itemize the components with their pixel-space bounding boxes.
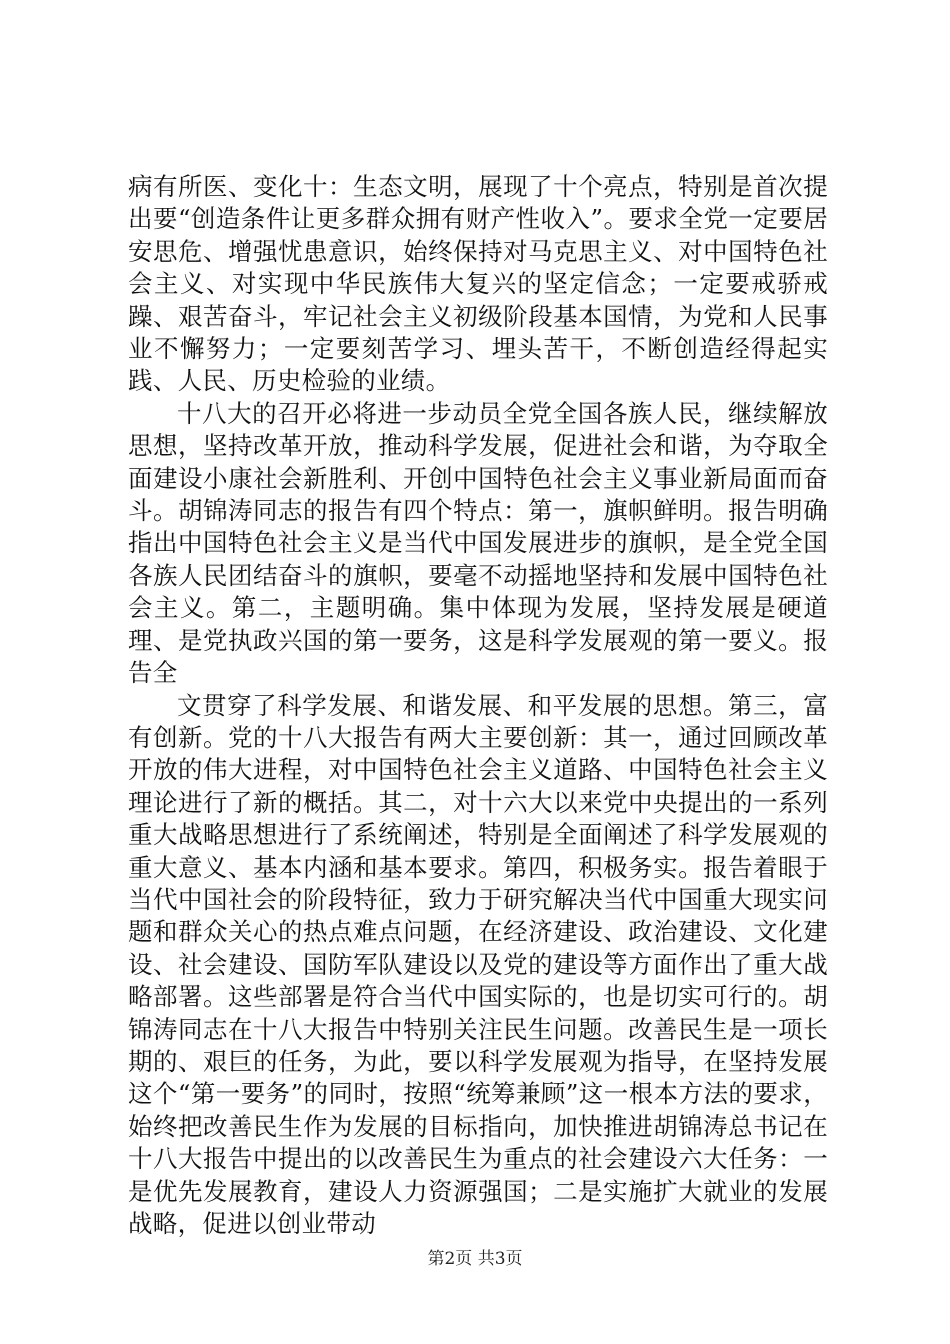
paragraph-3: 文贯穿了科学发展、和谐发展、和平发展的思想。第三，富有创新。党的十八大报告有两大主要创新：其一，通过回顾改革开放的伟大进程，对中国特色社会主义道路、中国特色社会主义理论进行了新的概括。其二，对十六大以来党中央提出的一系列重大战略思想进行了系统阐述，特别是全面阐述了科学发展观的重大意义、基本内涵和基本要求。第四，积极务实。报告着眼于当代中国社会的阶段特征，致力于研究解决当代中国重大现实问题和群众关心的热点难点问题，在经济建设、政治建设、文化建设、社会建设、国防军队建设以及党的建设等方面作出了重大战略部署。这些部署是符合当代中国实际的，也是切实可行的。胡锦涛同志在十八大报告中特别关注民生问题。改善民生是一项长期的、艰巨的任务，为此，要以科学发展观为指导，在坚持发展这个“第一要务”的同时，按照“统筹兼顾”这一根本方法的要求，始终把改善民生作为发展的目标指向，加快推进胡锦涛总书记在十八大报告中提出的以改善民生为重点的社会建设六大任务：一是优先发展教育，建设人力资源强国；二是实施扩大就业的发展战略，促进以创业带动 <box>128 690 828 1238</box>
paragraph-2: 十八大的召开必将进一步动员全党全国各族人民，继续解放思想，坚持改革开放，推动科学发展，促进社会和谐，为夺取全面建设小康社会新胜利、开创中国特色社会主义事业新局面而奋斗。胡锦涛同志的报告有四个特点：第一，旗帜鲜明。报告明确指出中国特色社会主义是当代中国发展进步的旗帜，是全党全国各族人民团结奋斗的旗帜，要毫不动摇地坚持和发展中国特色社会主义。第二，主题明确。集中体现为发展，坚持发展是硬道理、是党执政兴国的第一要务，这是科学发展观的第一要义。报告全 <box>128 398 828 688</box>
paragraph-1: 病有所医、变化十：生态文明，展现了十个亮点，特别是首次提出要“创造条件让更多群众拥有财产性收入”。要求全党一定要居安思危、增强忧患意识，始终保持对马克思主义、对中国特色社会主义、对实现中华民族伟大复兴的坚定信念；一定要戒骄戒躁、艰苦奋斗，牢记社会主义初级阶段基本国情，为党和人民事业不懈努力；一定要刻苦学习、埋头苦干，不断创造经得起实践、人民、历史检验的业绩。 <box>128 172 828 396</box>
page-footer: 第2页 共3页 <box>427 1249 523 1269</box>
document-body <box>128 171 828 1240</box>
